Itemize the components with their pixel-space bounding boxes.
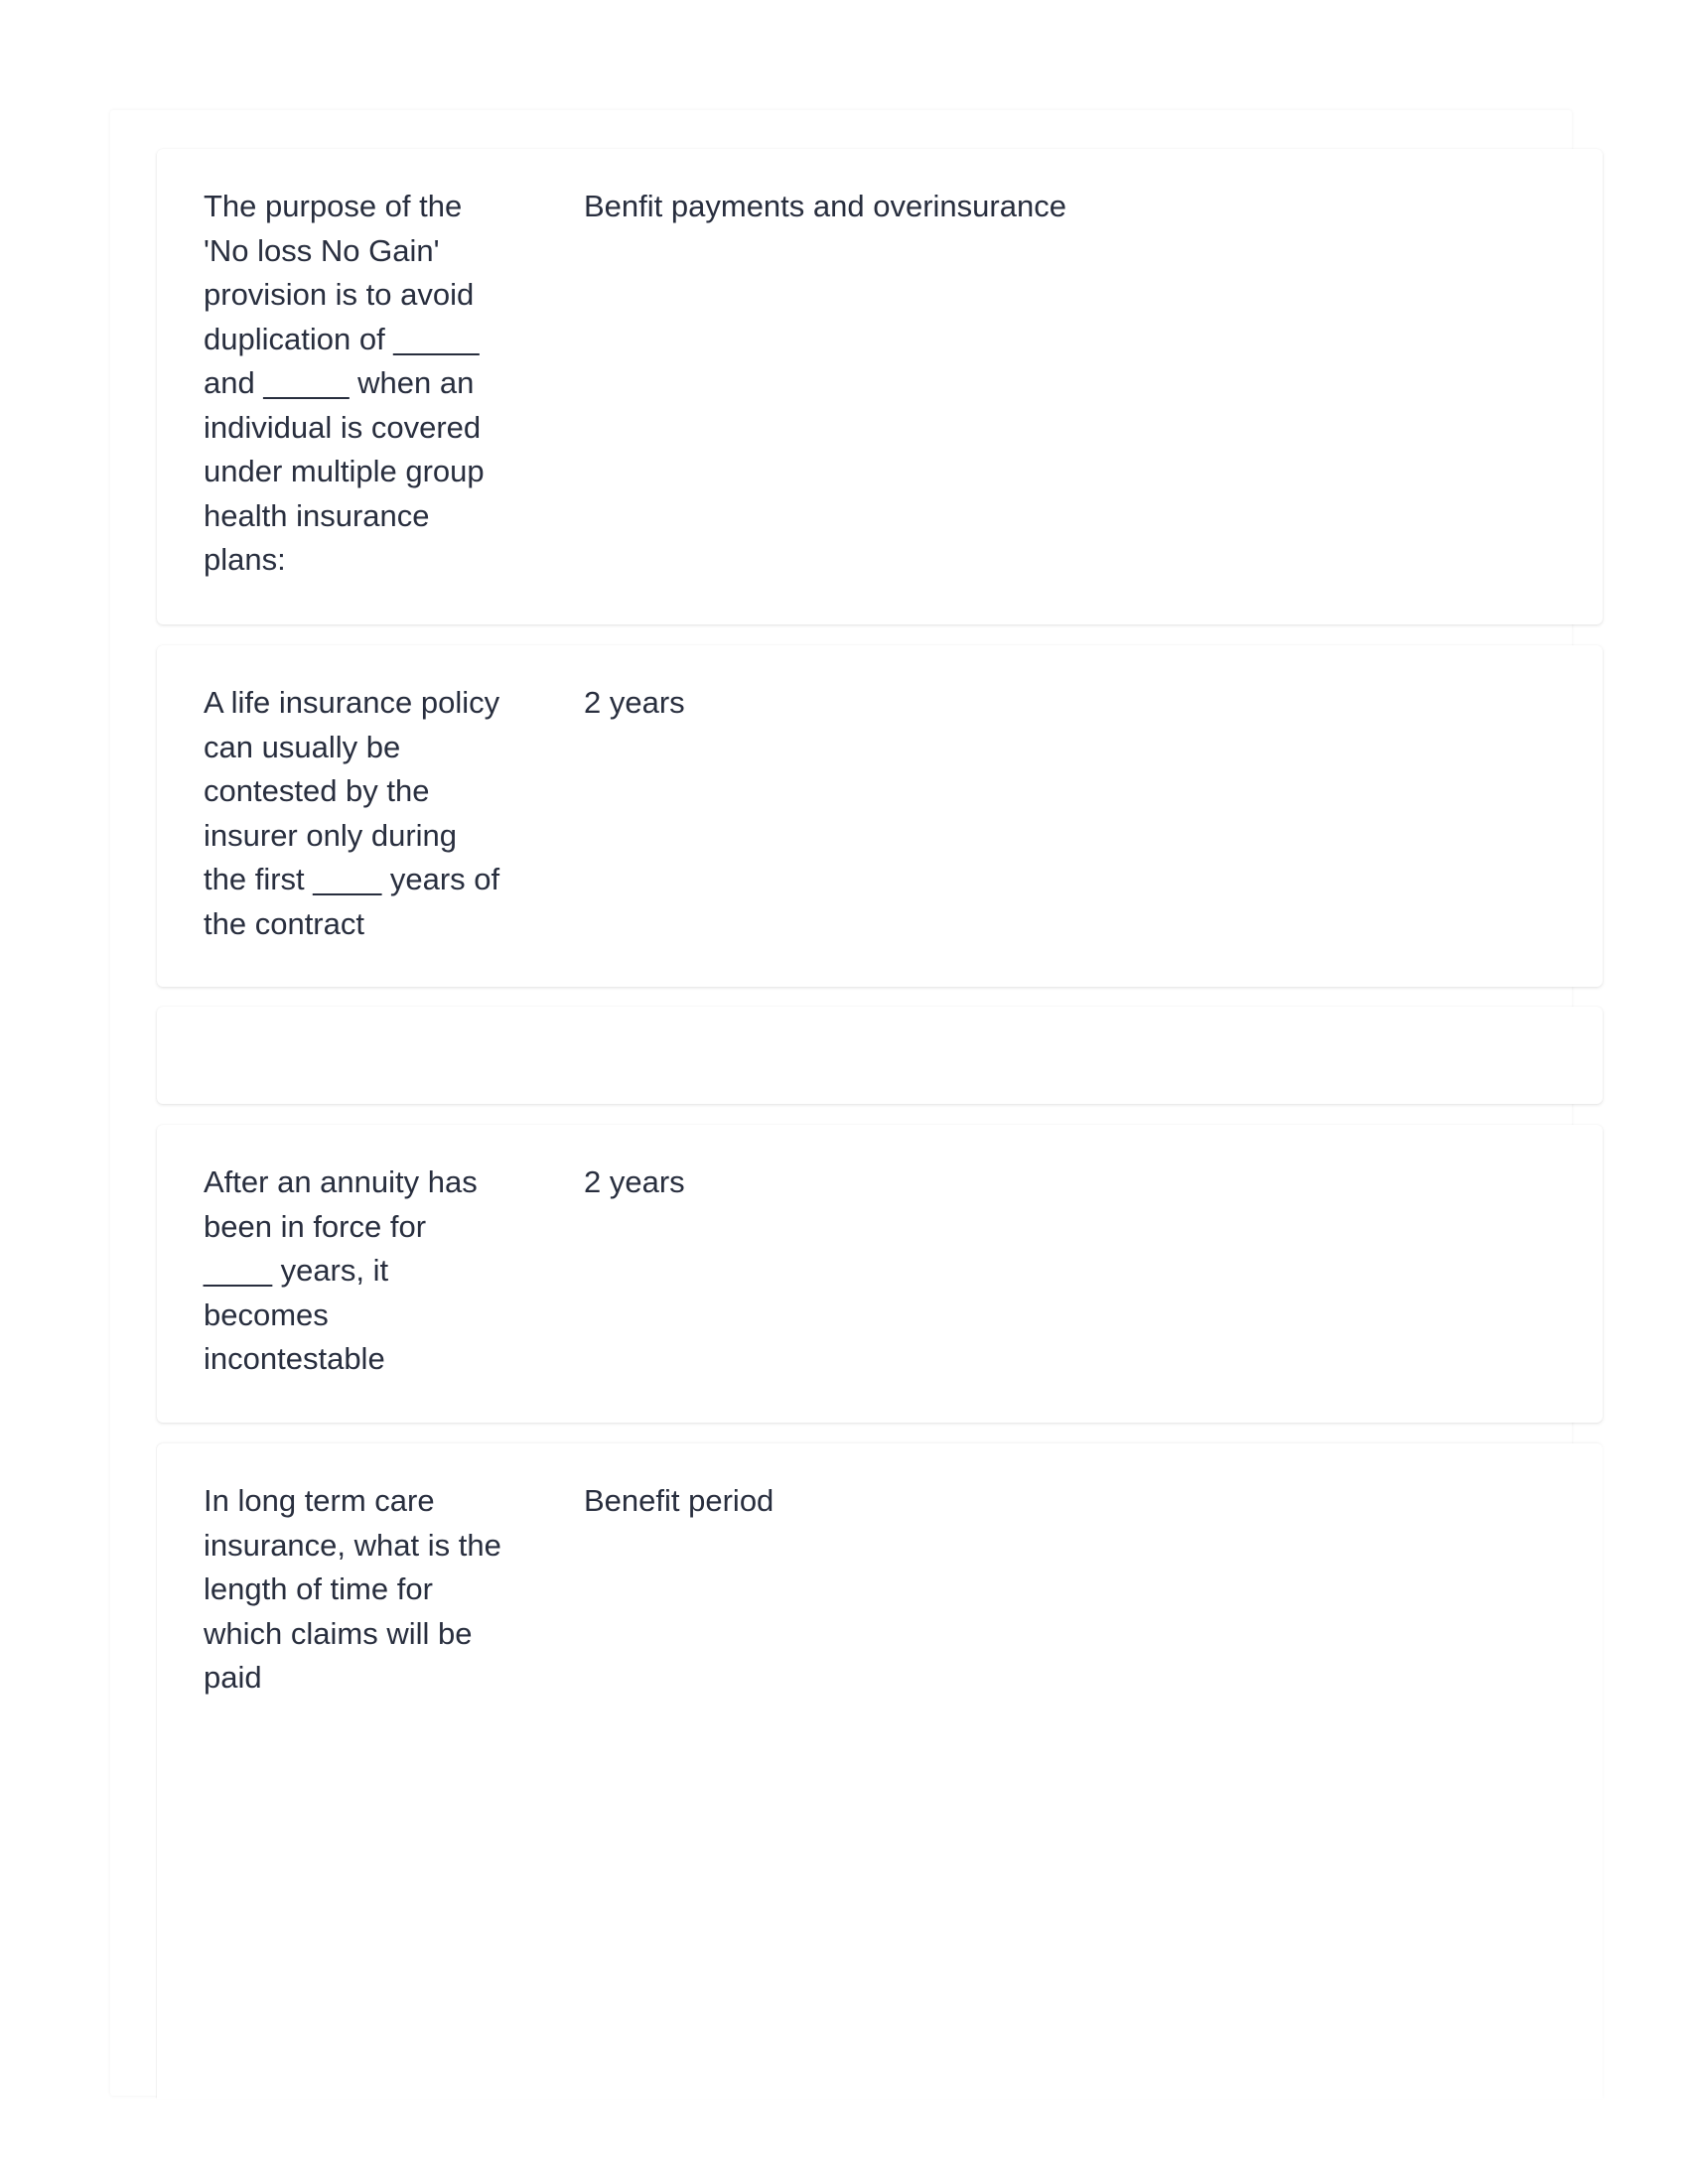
flashcard[interactable]	[157, 1443, 1603, 2099]
flashcard-term: In long term care insurance, what is the length of time for which claims will be paid	[204, 1483, 501, 1695]
flashcard-definition: Benfit payments and overinsurance	[584, 189, 1066, 223]
flashcard-term: A life insurance policy can usually be contested by the insurer only during the first ____ years of the contract	[204, 685, 500, 941]
flashcard-term: The purpose of the 'No loss No Gain' provision is to avoid duplication of _____ and _____ when an individual is covered under multiple group health insurance plans:	[204, 189, 485, 577]
flashcard-term: After an annuity has been in force for ____ years, it becomes incontestable	[204, 1164, 478, 1376]
flashcard-definition: Benefit period	[584, 1483, 774, 1518]
flashcard-definition: 2 years	[584, 685, 685, 720]
flashcard[interactable]	[157, 645, 1603, 987]
flashcard-empty[interactable]	[157, 1007, 1603, 1104]
flashcard[interactable]	[157, 149, 1603, 624]
flashcard[interactable]	[157, 1125, 1603, 1423]
flashcard-definition: 2 years	[584, 1164, 685, 1199]
